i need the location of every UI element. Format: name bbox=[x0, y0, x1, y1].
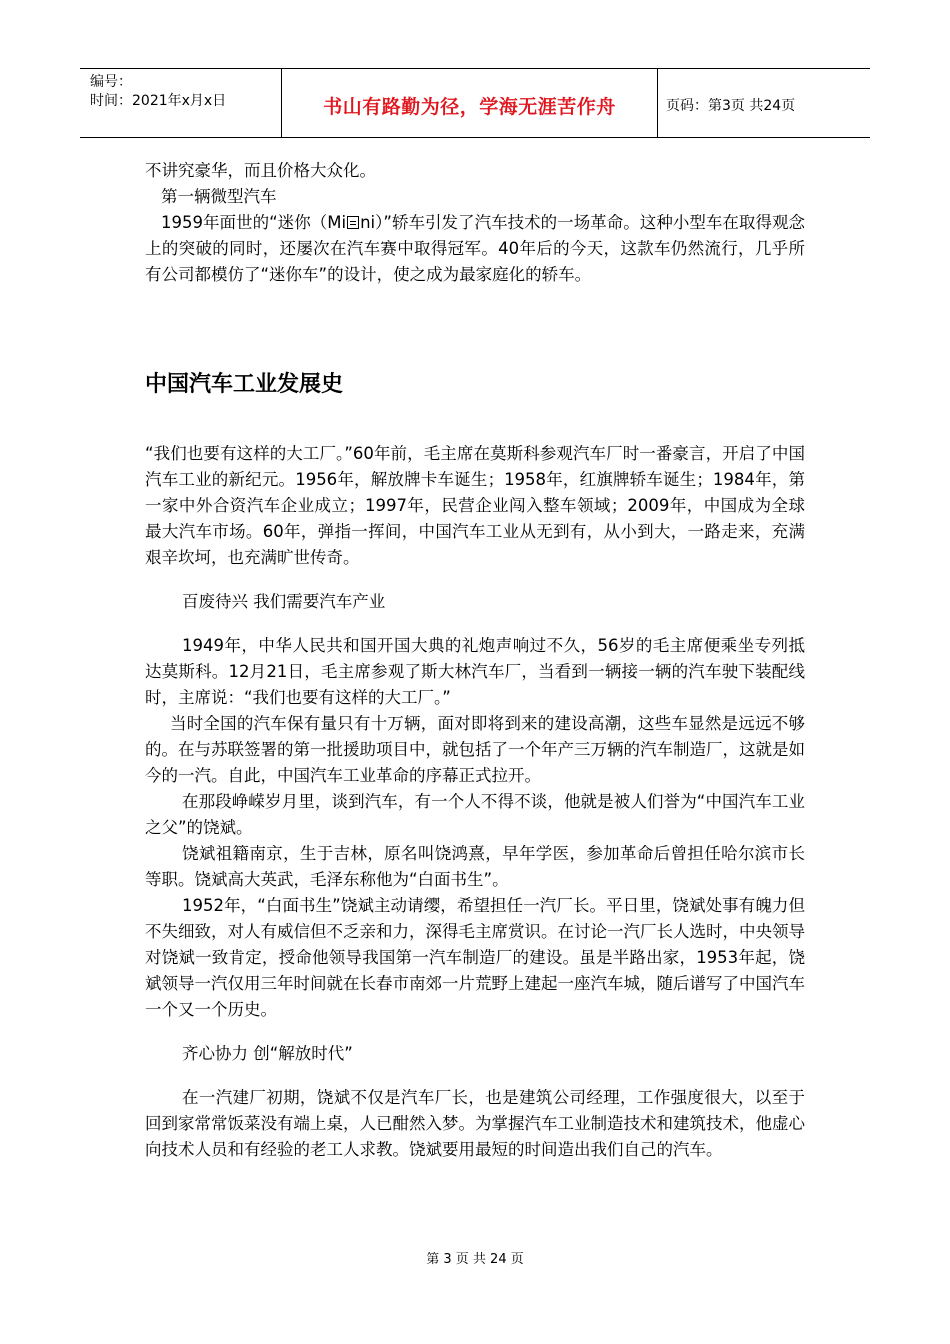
header-page-info-cell bbox=[658, 69, 870, 137]
paragraph-vehicle-count: 当时全国的汽车保有量只有十万辆，面对即将到来的建设高潮，这些车显然是远远不够的。在与苏联签署的第一批援助项目中，就包括了一个年产三万辆的汽车制造厂，这就是如今的一汽。自此，中国汽车工业革命的序幕正式拉开。 bbox=[145, 714, 805, 785]
date-line: 时间：2021年x月x日 bbox=[90, 93, 227, 109]
serial-label: 编号： bbox=[90, 74, 132, 90]
subheading-liberation-era: 齐心协力 创“解放时代” bbox=[182, 1044, 353, 1063]
intro-line: 不讲究豪华，而且价格大众化。 bbox=[145, 161, 376, 180]
missing-glyph-icon bbox=[347, 216, 359, 229]
paragraph-1949: 1949年，中华人民共和国开国大典的礼炮声响过不久，56岁的毛主席便乘坐专列抵达莫斯科。12月21日，毛主席参观了斯大林汽车厂，当看到一辆接一辆的汽车驶下装配线时，主席说：“我们也要有这样的大工厂。” bbox=[145, 636, 805, 707]
intro-paragraph-part-b: ni）”轿车引发了汽车技术的一场革命。这种小型车在取得观念上的突破的同时，还屡次在汽车赛中取得冠军。40年后的今天，这款车仍然流行，几乎所有公司都模仿了“迷你车”的设计，使之成为最家庭化的轿车。 bbox=[145, 213, 805, 284]
header-motto: 书山有路勤为径，学海无涯苦作舟 bbox=[323, 95, 616, 118]
page-header bbox=[80, 68, 870, 138]
paragraph-rao-bin-intro: 在那段峥嵘岁月里，谈到汽车，有一个人不得不谈，他就是被人们誉为“中国汽车工业之父”的饶斌。 bbox=[145, 792, 805, 837]
article-body bbox=[145, 441, 805, 1163]
section-title: 中国汽车工业发展史 bbox=[145, 372, 344, 397]
intro-subheading: 第一辆微型汽车 bbox=[161, 187, 277, 206]
subheading-industry: 百废待兴 我们需要汽车产业 bbox=[182, 592, 386, 611]
footer-page-number: 第 3 页 共 24 页 bbox=[426, 1252, 524, 1267]
paragraph-intro: “我们也要有这样的大工厂。”60年前，毛主席在莫斯科参观汽车厂时一番豪言，开启了中国汽车工业的新纪元。1956年，解放牌卡车诞生；1958年，红旗牌轿车诞生；1984年，第一家中外合资汽车企业成立；1997年，民营企业闯入整车领域；2009年，中国成为全球最大汽车市场。60年，弹指一挥间，中国汽车工业从无到有，从小到大，一路走来，充满艰辛坎坷，也充满旷世传奇。 bbox=[145, 444, 805, 567]
paragraph-early-construction: 在一汽建厂初期，饶斌不仅是汽车厂长，也是建筑公司经理，工作强度很大，以至于回到家常常饭菜没有端上桌，人已酣然入梦。为掌握汽车工业制造技术和建筑技术，他虚心向技术人员和有经验的老工人求教。饶斌要用最短的时间造出我们自己的汽车。 bbox=[145, 1088, 805, 1159]
page-info: 页码：第3页 共24页 bbox=[666, 98, 796, 114]
intro-block bbox=[145, 158, 805, 288]
page-footer bbox=[0, 1248, 950, 1267]
intro-paragraph-part-a: 1959年面世的“迷你（Mi bbox=[161, 213, 347, 232]
paragraph-rao-bin-bio: 饶斌祖籍南京，生于吉林，原名叫饶鸿熹，早年学医，参加革命后曾担任哈尔滨市长等职。饶斌高大英武，毛泽东称他为“白面书生”。 bbox=[145, 844, 805, 889]
header-left-cell bbox=[80, 69, 282, 137]
intro-paragraph bbox=[145, 210, 805, 288]
header-motto-cell bbox=[282, 69, 658, 137]
paragraph-1952: 1952年，“白面书生”饶斌主动请缨，希望担任一汽厂长。平日里，饶斌处事有魄力但不失细致，对人有威信但不乏亲和力，深得毛主席赏识。在讨论一汽厂长人选时，中央领导对饶斌一致肯定，授命他领导我国第一汽车制造厂的建设。虽是半路出家，1953年起，饶斌领导一汽仅用三年时间就在长春市南郊一片荒野上建起一座汽车城，随后谱写了中国汽车一个又一个历史。 bbox=[145, 896, 805, 1019]
